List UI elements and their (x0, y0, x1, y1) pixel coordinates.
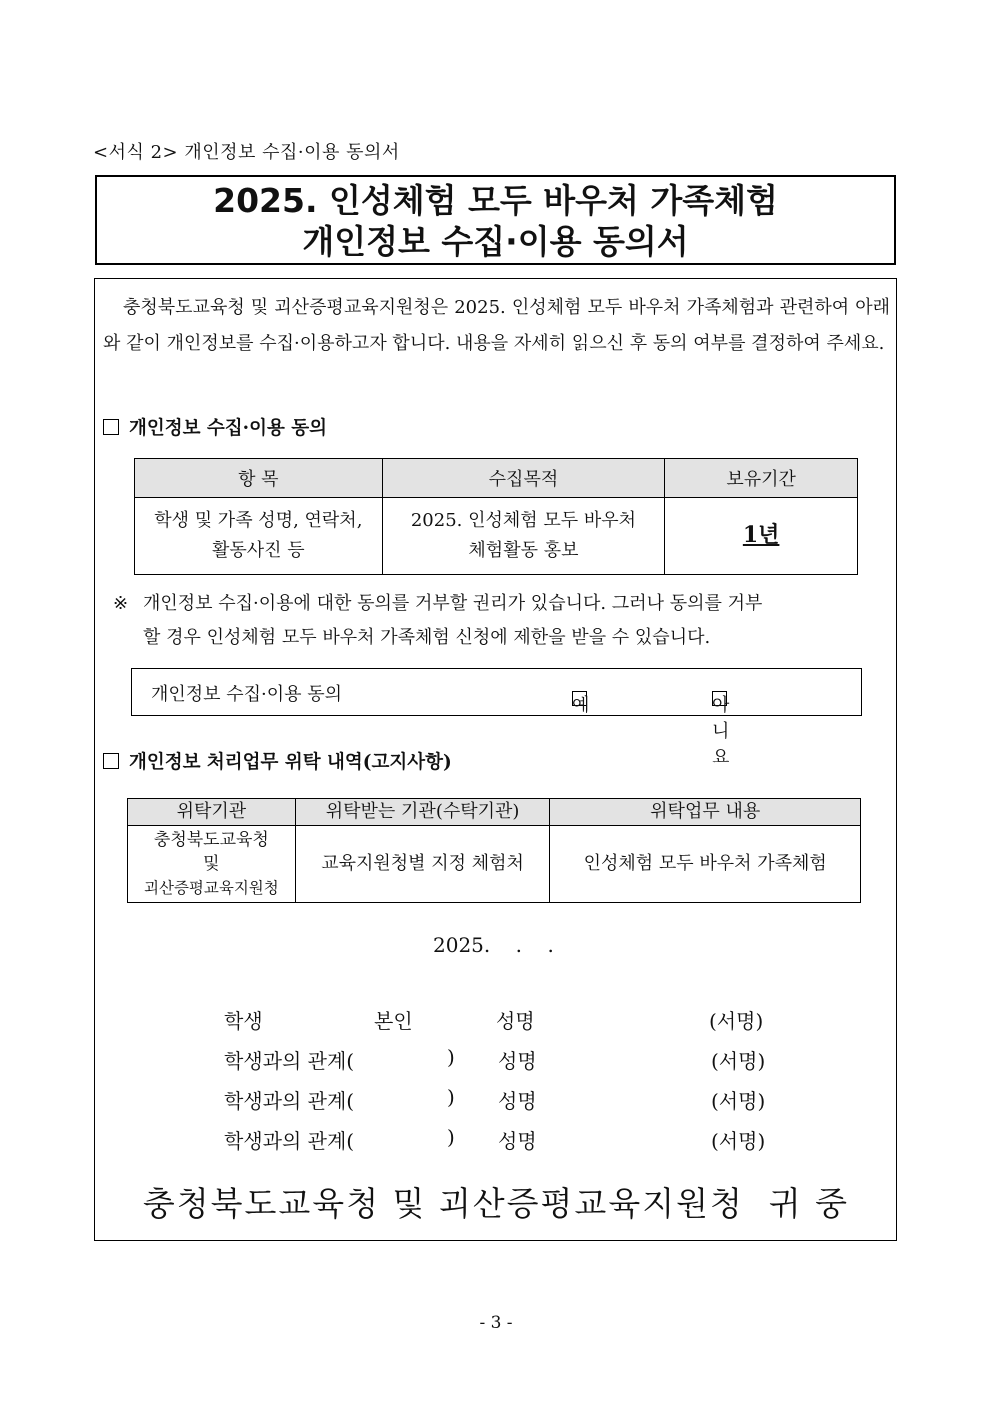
name-label: 성명 (498, 1089, 537, 1113)
signature-field[interactable]: (서명) (709, 1009, 764, 1033)
name-label: 성명 (498, 1049, 537, 1073)
header-item: 항 목 (135, 459, 383, 498)
section-square-icon (103, 753, 119, 769)
consignor-line-1: 충청북도교육청 (153, 830, 269, 850)
collection-table (134, 458, 858, 575)
header-task: 위탁업무 내용 (550, 799, 861, 826)
note-line-2: 할 경우 인성체험 모두 바우처 가족체험 신청에 제한을 받을 수 있습니다. (143, 627, 711, 648)
intro-paragraph: 충청북도교육청 및 괴산증평교육지원청은 2025. 인성체험 모두 바우처 가족체험과 관련하여 아래와 같이 개인정보를 수집·이용하고자 합니다. 내용을 자세히 읽으신 후 동의 여부를 결정하여 주세요. (103, 297, 890, 354)
relation-close: ) (447, 1125, 455, 1149)
consignor-line-2: 및 (203, 854, 220, 874)
section-collection-title: 개인정보 수집·이용 동의 (129, 418, 328, 439)
outsourcing-table (127, 798, 861, 903)
title-line-2: 개인정보 수집·이용 동의서 (302, 222, 689, 261)
collection-table-header (135, 459, 858, 498)
cell-trustee: 교육지원청별 지정 체험처 (295, 826, 550, 903)
consignor-line-3: 괴산증평교육지원청 (144, 879, 279, 897)
cell-period (665, 498, 858, 575)
relation-close: ) (447, 1085, 455, 1109)
name-label: 성명 (496, 1009, 535, 1033)
cell-item-line-2: 활동사진 등 (211, 540, 305, 561)
signature-field[interactable]: (서명) (711, 1089, 766, 1113)
section-square-icon (103, 419, 119, 435)
relation-close: ) (447, 1045, 455, 1069)
section-outsourcing-heading (103, 748, 452, 774)
section-collection-heading (103, 414, 327, 440)
signer-student-label: 학생 (224, 1009, 263, 1033)
cell-purpose-line-1: 2025. 인성체험 모두 바우처 (410, 510, 637, 531)
signature-field[interactable]: (서명) (711, 1049, 766, 1073)
yes-label: 예 (572, 695, 590, 716)
relation-label: 학생과의 관계( (224, 1089, 355, 1113)
document-title (95, 175, 896, 265)
cell-item-line-1: 학생 및 가족 성명, 연락처, (154, 510, 363, 531)
date-field[interactable]: 2025. . . (433, 933, 554, 957)
table-row (135, 498, 858, 575)
cell-purpose (382, 498, 665, 575)
header-period: 보유기간 (665, 459, 858, 498)
cell-task: 인성체험 모두 바우처 가족체험 (550, 826, 861, 903)
name-label: 성명 (498, 1129, 537, 1153)
note-mark: ※ (113, 593, 129, 614)
header-consignor: 위탁기관 (128, 799, 296, 826)
header-purpose: 수집목적 (382, 459, 665, 498)
consent-label: 개인정보 수집·이용 동의 (151, 684, 343, 705)
header-trustee: 위탁받는 기관(수탁기관) (295, 799, 550, 826)
form-label: <서식 2> 개인정보 수집·이용 동의서 (93, 142, 400, 163)
refusal-notice (113, 587, 891, 655)
note-line-1: 개인정보 수집·이용에 대한 동의를 거부할 권리가 있습니다. 그러나 동의를 거부 (143, 593, 763, 614)
cell-item (135, 498, 383, 575)
cell-purpose-line-2: 체험활동 홍보 (468, 540, 579, 561)
signature-field[interactable]: (서명) (711, 1129, 766, 1153)
signer-self-label: 본인 (374, 1009, 413, 1033)
table-row (128, 826, 861, 903)
relation-label: 학생과의 관계( (224, 1129, 355, 1153)
section-outsourcing-title: 개인정보 처리업무 위탁 내역(고지사항) (129, 752, 452, 773)
page-number: - 3 - (479, 1313, 513, 1333)
relation-label: 학생과의 관계( (224, 1049, 355, 1073)
no-label: 아니요 (712, 695, 730, 768)
outsourcing-table-header (128, 799, 861, 826)
closing-recipient: 충청북도교육청 및 괴산증평교육지원청 귀 중 (142, 1184, 850, 1223)
title-line-1: 2025. 인성체험 모두 바우처 가족체험 (213, 181, 778, 220)
cell-consignor (128, 826, 296, 903)
retention-period: 1년 (742, 522, 780, 548)
